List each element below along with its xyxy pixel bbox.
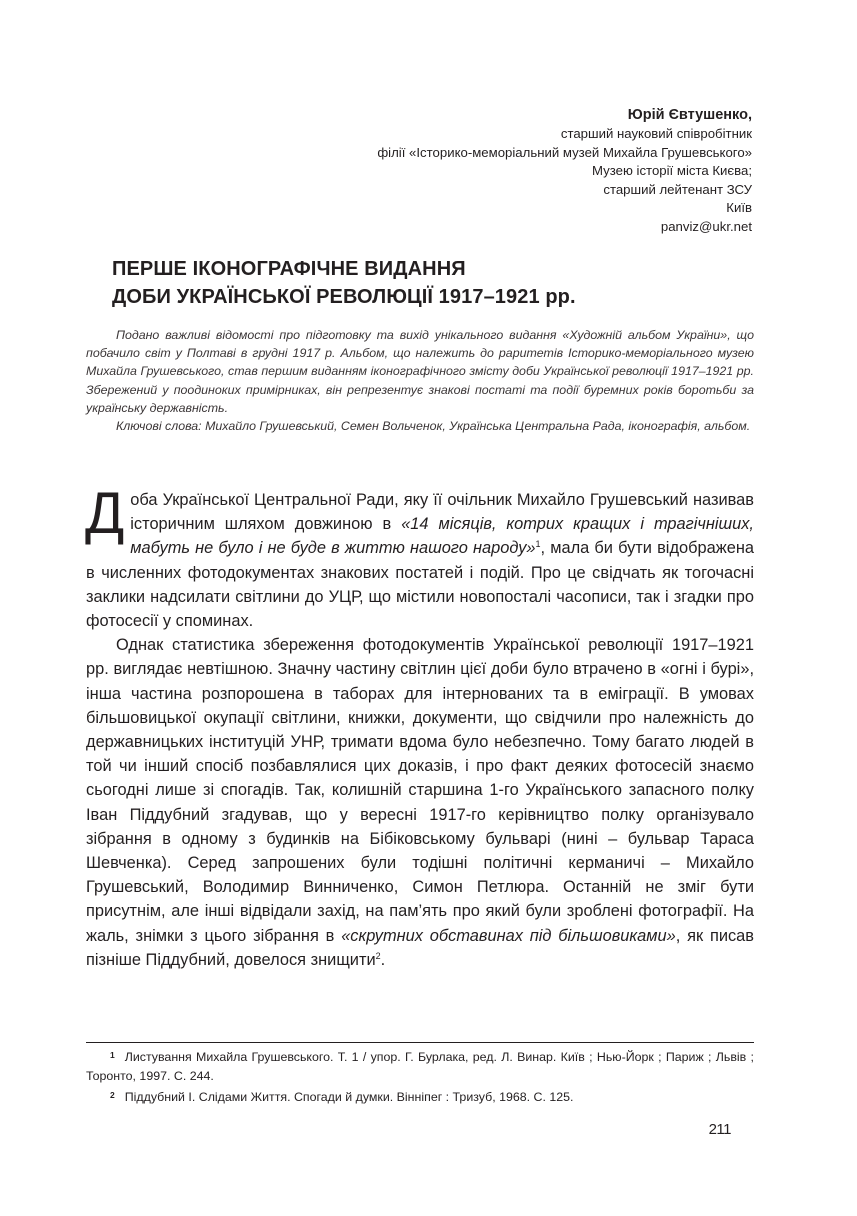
article-body: [85, 481, 754, 972]
paragraph-2-text-c: .: [380, 950, 386, 969]
article-title: [112, 255, 576, 311]
footnote-2: [86, 1086, 754, 1107]
footnote-1-number: 1: [110, 1050, 115, 1060]
keywords: Ключові слова: Михайло Грушевський, Семен Вольченок, Українська Центральна Рада, іконографія, альбом.: [116, 419, 751, 434]
author-affiliation-block: [377, 106, 752, 237]
footnote-2-number: 2: [110, 1090, 115, 1100]
quote-piddubny: «скрутних обставинах під більшовиками»: [341, 926, 676, 945]
paragraph-2-text-a: Однак статистика збереження фотодокументів Української революції 1917–1921 рр. виглядає невтішною. Значну частину світлин цієї доби було втрачено в «огні і бурі», інша частина розпорошена в таборах для інтернованих та в еміграції. В умовах більшовицької окупації світлини, книжки, документи, що свідчили про належність до державницьких інституцій УНР, тримати вдома було небезпечно. Тому багато людей в той чи інший спосіб позбавлялися цих доказів, і про факт деяких фотосесій знаємо сьогодні лише зі спогадів. Так, колишній старшина 1-го Українського запасного полку Іван Піддубний згадував, що у вересні 1917-го керівництво полку організувало зібрання в одному з будинків на Бібіковському бульварі (нині – бульвар Тараса Шевченка). Серед запрошених були тодішні політичні керманичі – Михайло Грушевський, Володимир Винниченко, Симон Петлюра. Останній не зміг бути присутнім, але інші відвідали захід, на пам’ять про який були зроблені фотографії. На жаль, знімки з цього зібрання в: [86, 636, 754, 945]
drop-cap: Д: [85, 481, 125, 546]
title-line-2: ДОБИ УКРАЇНСЬКОЇ РЕВОЛЮЦІЇ 1917–1921 рр.: [112, 286, 576, 308]
author-city: Київ: [726, 200, 752, 216]
page-number: 211: [708, 1121, 731, 1138]
abstract: [86, 326, 754, 435]
author-email[interactable]: panviz@ukr.net: [660, 218, 752, 234]
abstract-text: Подано важливі відомості про підготовку та вихід унікального видання «Художній альбом України», що побачило світ у Полтаві в грудні 1917 р. Альбом, що належить до раритетів Історико-меморіального музею Михайла Грушевського, став першим виданням іконографічного змісту доби Української революції 1917–1921 рр. Збережений у поодиноких примірниках, він репрезентує знакові постаті та події буремних років боротьби за українську державність.: [86, 328, 754, 415]
footnote-1: [86, 1046, 754, 1086]
author-affiliation-branch: філії «Історико-меморіальний музей Михайла Грушевського»: [377, 144, 752, 160]
footnote-2-text: Піддубний І. Слідами Життя. Спогади й думки. Вінніпег : Тризуб, 1968. С. 125.: [124, 1090, 574, 1104]
footnotes: [86, 1046, 754, 1107]
quote-hrushevsky: «14 місяців, котрих кращих і трагічніших, мабуть не було і не буде в життю нашого народу»: [130, 515, 754, 558]
title-line-1: ПЕРШЕ ІКОНОГРАФІЧНЕ ВИДАННЯ: [112, 258, 466, 280]
author-affiliation-museum: Музею історії міста Києва;: [592, 163, 752, 179]
paragraph-1-text-a: оба Української Центральної Ради, яку її очільник Михайло Грушевський називав історичним шляхом довжиною в: [130, 491, 754, 534]
author-position: старший науковий співробітник: [560, 126, 752, 141]
paragraph-2: [86, 633, 754, 972]
footnote-ref-1[interactable]: 1: [535, 539, 541, 550]
paragraph-1-text-b: , мала би бути відображена в численних фотодокументах знакових постатей і подій. Про це свідчать як тогочасні заклики надсилати світлини до УЦР, що містили новопосталі часописи, так і згадки про фотосесії у споминах.: [86, 539, 754, 631]
footnote-1-text: Листування Михайла Грушевського. Т. 1 / упор. Г. Бурлака, ред. Л. Винар. Київ ; Нью-Йорк ; Париж ; Львів ; Торонто, 1997. С. 244.: [86, 1050, 754, 1083]
author-name: Юрій Євтушенко,: [627, 107, 752, 123]
paragraph-1: [85, 481, 754, 633]
footnote-divider: [86, 1042, 754, 1043]
footnote-ref-2[interactable]: 2: [375, 950, 381, 961]
author-military-rank: старший лейтенант ЗСУ: [603, 181, 752, 197]
paragraph-2-text-b: , як писав пізніше Піддубний, довелося знищити: [86, 926, 754, 969]
